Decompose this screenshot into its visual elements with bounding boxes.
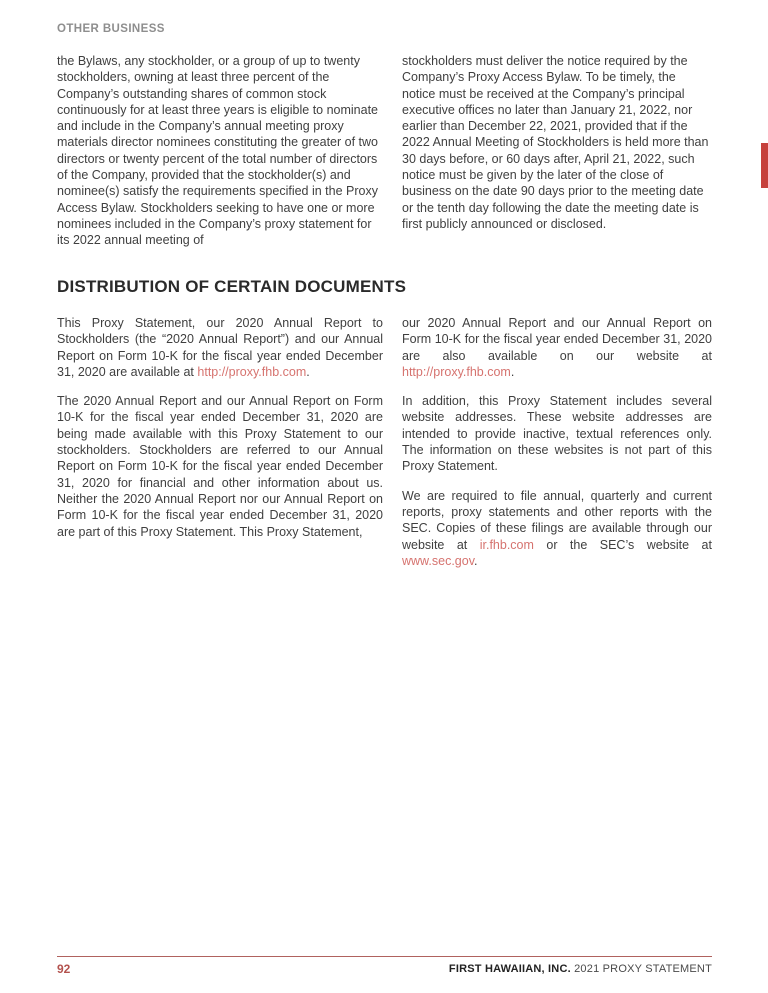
other-business-body (57, 53, 712, 262)
hyperlink[interactable]: http://proxy.fhb.com (402, 364, 511, 379)
text-run: In addition, this Proxy Statement includes several website addresses. These website addresses are intended to provide inactive, textual references only. The information on these websites is not part of this Proxy Statement. (402, 394, 712, 474)
text-run: This Proxy Statement, our 2020 Annual Report to Stockholders (the “2020 Annual Report”) and our Annual Report on Form 10-K for the fiscal year ended December 31, 2020 are available at (57, 316, 383, 379)
section-edge-tab (761, 143, 768, 188)
other-business-left-column (57, 53, 383, 262)
text-run: We are required to file annual, quarterly and current reports, proxy statements and other reports with the SEC. Copies of these filings are available through our website at (402, 488, 712, 552)
paragraph (402, 53, 712, 232)
hyperlink[interactable]: www.sec.gov (402, 553, 475, 568)
paragraph (402, 315, 712, 380)
text-run: the Bylaws, any stockholder, or a group of up to twenty stockholders, owning at least three percent of the Company’s outstanding shares of common stock continuously for at least three years is eligible to nominate and include in the Company’s annual meeting proxy materials director nominees constituting the greater of two directors or twenty percent of the total number of directors of the Company, provided that the stockholder(s) and nominee(s) satisfy the requirements specified in the Proxy Access Bylaw. Stockholders seeking to have one or more nominees included in the Company’s proxy statement for its 2022 annual meeting of (57, 54, 379, 248)
text-run: our 2020 Annual Report and our Annual Report on Form 10-K for the fiscal year ended December 31, 2020 are also available on our website at (402, 316, 712, 363)
footer-company-name: FIRST HAWAIIAN, INC. (448, 963, 571, 975)
text-run: . (306, 364, 310, 379)
hyperlink[interactable]: ir.fhb.com (479, 537, 534, 552)
footer-text (449, 963, 712, 975)
text-run: . (510, 364, 515, 379)
page-number: 92 (57, 962, 71, 976)
paragraph (57, 315, 383, 380)
text-run: The 2020 Annual Report and our Annual Report on Form 10-K for the fiscal year ended December 31, 2020 are being made available with this Proxy Statement to our stockholders. Stockholders are referred to our Annual Report on Form 10-K for the fiscal year ended December 31, 2020 for financial and other information about us. Neither the 2020 Annual Report nor our Annual Report on Form 10-K for the fiscal year ended December 31, 2020 are part of this Proxy Statement. This Proxy Statement, (57, 394, 383, 539)
distribution-right-column (402, 315, 712, 582)
other-business-right-column (402, 53, 712, 262)
paragraph (402, 488, 712, 569)
footer-divider (57, 956, 712, 957)
paragraph (402, 393, 712, 474)
text-run: stockholders must deliver the notice required by the Company’s Proxy Access Bylaw. To be timely, the notice must be received at the Company’s principal executive offices no later than January 21, 2022, nor earlier than December 22, 2021, provided that if the 2022 Annual Meeting of Stockholders is held more than 30 days before, or 60 days after, April 21, 2022, such notice must be given by the later of the close of business on the date 90 days prior to the meeting date or the tenth day following the date the meeting date is first publicly announced or disclosed. (402, 54, 709, 231)
paragraph (57, 53, 383, 249)
section-heading-distribution: DISTRIBUTION OF CERTAIN DOCUMENTS (57, 277, 407, 296)
text-run: . (474, 553, 478, 568)
running-section-label: OTHER BUSINESS (57, 23, 165, 35)
footer-document-title: 2021 PROXY STATEMENT (570, 963, 712, 975)
hyperlink[interactable]: http://proxy.fhb.com (197, 364, 307, 379)
distribution-body (57, 315, 712, 582)
distribution-left-column (57, 315, 383, 582)
paragraph (57, 393, 383, 540)
text-run: or the SEC’s website at (533, 537, 712, 552)
